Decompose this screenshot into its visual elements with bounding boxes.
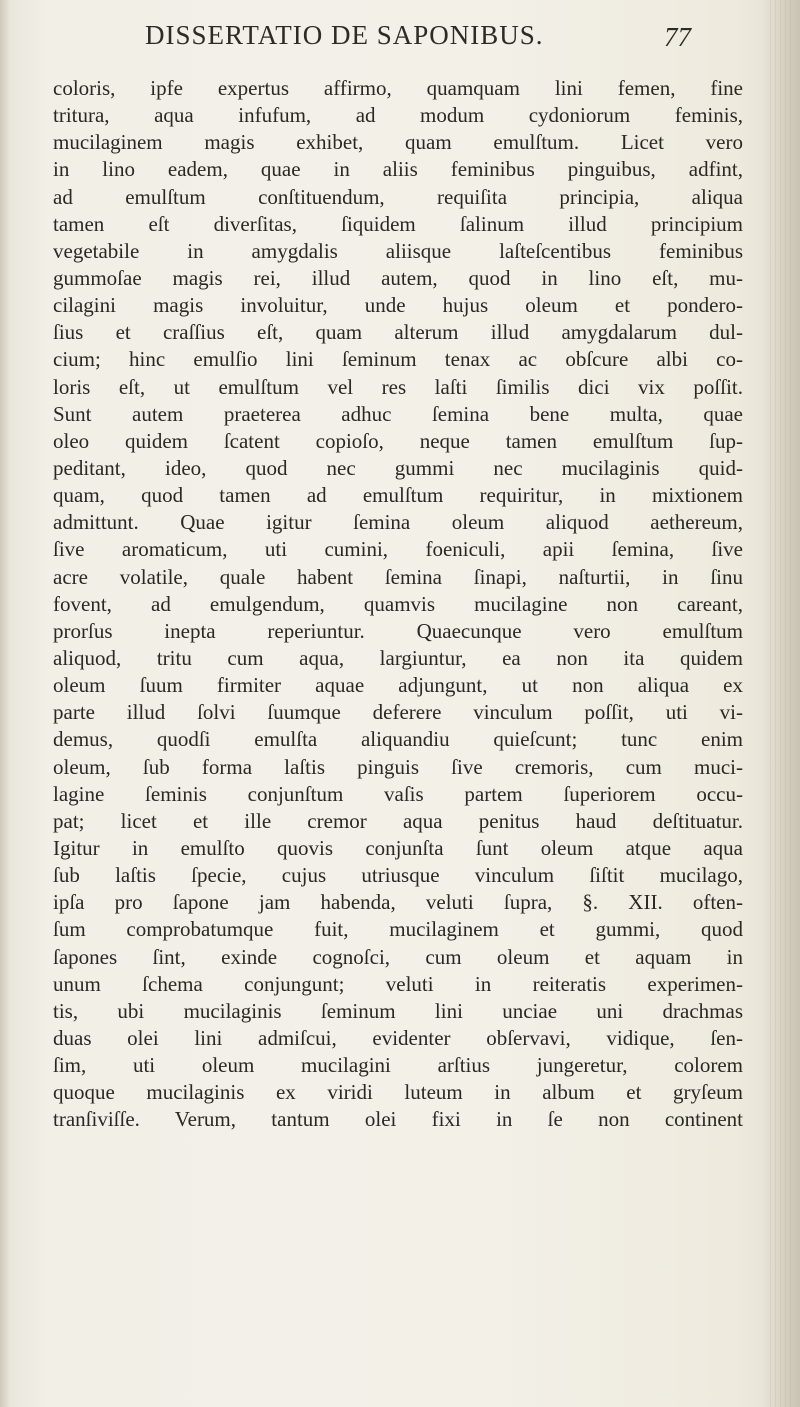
text-line: oleo quidem ſcatent copioſo, neque tamen emulſtum ſup- xyxy=(53,428,743,453)
text-line: tamen eſt diverſitas, ſiquidem ſalinum illud principium xyxy=(53,211,743,236)
text-line: gummoſae magis rei, illud autem, quod in lino eſt, mu- xyxy=(53,265,743,290)
text-line: coloris, ipfe expertus affirmo, quamquam lini femen, fine xyxy=(53,76,743,100)
text-line: aliquod, tritu cum aqua, largiuntur, ea non ita quidem xyxy=(53,645,743,670)
text-line: tis, ubi mucilaginis ſeminum lini unciae uni drachmas xyxy=(53,998,743,1023)
text-line: acre volatile, quale habent ſemina ſinapi, naſturtii, in ſinu xyxy=(53,564,743,589)
text-line: ſive aromaticum, uti cumini, foeniculi, apii ſemina, ſive xyxy=(53,537,743,562)
text-line: admittunt. Quae igitur ſemina oleum aliquod aethereum, xyxy=(53,510,743,535)
text-line: pat; licet et ille cremor aqua penitus haud deſtituatur. xyxy=(53,808,743,833)
text-line: mucilaginem magis exhibet, quam emulſtum. Licet vero xyxy=(53,130,743,155)
text-line: ſius et craſſius eſt, quam alterum illud amygdalarum dul- xyxy=(53,320,743,345)
text-line: Igitur in emulſto quovis conjunſta ſunt oleum atque aqua xyxy=(53,835,743,860)
text-line: cilagini magis involuitur, unde hujus oleum et pondero- xyxy=(53,293,743,318)
page-gutter-shadow xyxy=(0,0,10,1407)
text-line: quoque mucilaginis ex viridi luteum in album et gryſeum xyxy=(53,1080,743,1105)
text-line: fovent, ad emulgendum, quamvis mucilagine non careant, xyxy=(53,591,743,616)
body-text xyxy=(53,75,743,1133)
text-line: lagine ſeminis conjunſtum vaſis partem ſuperiorem occu- xyxy=(53,781,743,806)
text-line: ad emulſtum conſtituendum, requiſita principia, aliqua xyxy=(53,184,743,209)
text-line: tranſiviſſe. Verum, tantum olei fixi in ſe non continent xyxy=(53,1107,743,1132)
text-line: loris eſt, ut emulſtum vel res laſti ſimilis dici vix poſſit. xyxy=(53,374,743,399)
text-line: cium; hinc emulſio lini ſeminum tenax ac obſcure albi co- xyxy=(53,347,743,372)
text-line: ſapones ſint, exinde cognoſci, cum oleum et aquam in xyxy=(53,944,743,969)
text-line: ſim, uti oleum mucilagini arſtius jungeretur, colorem xyxy=(53,1053,743,1078)
text-line: parte illud ſolvi ſuumque deferere vinculum poſſit, uti vi- xyxy=(53,700,743,725)
page-edge-texture xyxy=(770,0,794,1407)
text-line: in lino eadem, quae in aliis feminibus pinguibus, adfint, xyxy=(53,157,743,182)
text-line: ſub laſtis ſpecie, cujus utriusque vinculum ſiſtit mucilago, xyxy=(53,863,743,888)
text-line: vegetabile in amygdalis aliisque laſteſcentibus feminibus xyxy=(53,238,743,263)
text-line: ipſa pro ſapone jam habenda, veluti ſupra, §. XII. often- xyxy=(53,890,743,915)
text-line: ſum comprobatumque fuit, mucilaginem et gummi, quod xyxy=(53,917,743,942)
text-line: Sunt autem praeterea adhuc ſemina bene multa, quae xyxy=(53,401,743,426)
text-line: demus, quodſi emulſta aliquandiu quieſcunt; tunc enim xyxy=(53,727,743,752)
text-line: unum ſchema conjungunt; veluti in reiteratis experimen- xyxy=(53,971,743,996)
text-line: tritura, aqua infufum, ad modum cydoniorum feminis, xyxy=(53,103,743,128)
text-line: prorſus inepta reperiuntur. Quaecunque vero emulſtum xyxy=(53,618,743,643)
text-line: quam, quod tamen ad emulſtum requiritur, in mixtionem xyxy=(53,483,743,508)
page-header xyxy=(0,18,800,58)
running-head: DISSERTATIO DE SAPONIBUS. xyxy=(145,20,544,50)
page-number: 77 xyxy=(664,22,691,52)
text-line: oleum, ſub forma laſtis pinguis ſive cremoris, cum muci- xyxy=(53,754,743,779)
text-line: oleum ſuum firmiter aquae adjungunt, ut non aliqua ex xyxy=(53,673,743,698)
text-line: peditant, ideo, quod nec gummi nec mucilaginis quid- xyxy=(53,455,743,480)
text-line: duas olei lini admiſcui, evidenter obſervavi, vidique, ſen- xyxy=(53,1025,743,1050)
